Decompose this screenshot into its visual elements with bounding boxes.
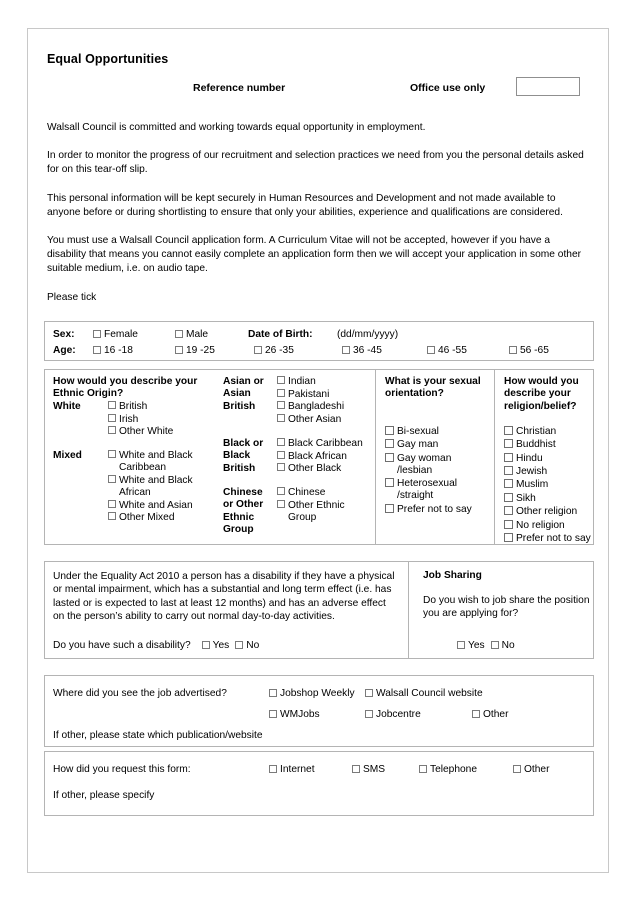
option-label: Other White (119, 426, 174, 438)
checkbox-icon[interactable] (504, 506, 513, 515)
intro-paragraph-3: This personal information will be kept securely in Human Resources and Development and not made available to anyone before or during shortlisting to ensure that only your abilities, experience and qualifications are considered. (47, 192, 563, 218)
office-use-input[interactable] (516, 77, 580, 96)
checkbox-age-16-18[interactable] (93, 345, 133, 356)
checkbox-icon[interactable] (491, 641, 499, 649)
job-sharing-answer-row (457, 640, 515, 651)
checkbox-jobshare-no[interactable] (491, 640, 515, 651)
advert-question-label: Where did you see the job advertised? (53, 687, 227, 699)
checkbox-disability-no[interactable] (235, 640, 259, 651)
ethnic-group-mixed-label: Mixed (53, 449, 82, 461)
checkbox-ethnic-other-white[interactable] (108, 426, 173, 438)
checkbox-icon[interactable] (93, 330, 101, 338)
option-label: White and Black African (119, 474, 193, 498)
option-label: Other (524, 763, 550, 775)
reference-row (38, 77, 600, 103)
option-label: 19 -25 (186, 344, 215, 356)
ethnic-group-black-options (277, 438, 372, 476)
checkbox-icon[interactable] (235, 641, 243, 649)
checkbox-icon[interactable] (202, 641, 210, 649)
checkbox-advert-walsall-council-website[interactable] (365, 688, 483, 699)
option-label: WMJobs (280, 708, 320, 720)
ethnic-group-chinese-label: Chinese or Other Ethnic Group (223, 486, 264, 536)
checkbox-ethnic-other-mixed[interactable] (108, 512, 213, 524)
checkbox-icon[interactable] (504, 520, 513, 529)
option-label: Other Ethnic Group (288, 499, 345, 523)
checkbox-ethnic-black-caribbean[interactable] (277, 438, 372, 450)
checkbox-age-56-65[interactable] (509, 345, 549, 356)
option-label: Female (104, 328, 138, 340)
option-label: Prefer not to say (397, 503, 472, 515)
checkbox-icon[interactable] (175, 330, 183, 338)
checkbox-age-19-25[interactable] (175, 345, 215, 356)
checkbox-icon[interactable] (504, 426, 513, 435)
checkbox-orientation-heterosexual-straight[interactable] (385, 478, 481, 502)
checkbox-ethnic-other-ethnic-group[interactable] (277, 500, 367, 524)
option-label: Irish (119, 413, 139, 425)
checkbox-ethnic-indian[interactable] (277, 376, 369, 388)
checkbox-icon[interactable] (427, 346, 435, 354)
checkbox-icon[interactable] (108, 450, 116, 458)
option-label: 36 -45 (353, 344, 382, 356)
checkbox-age-26-35[interactable] (254, 345, 294, 356)
option-label: Jewish (516, 466, 548, 477)
checkbox-religion-christian[interactable] (504, 426, 600, 438)
reference-number-label: Reference number (193, 82, 286, 94)
page-title: Equal Opportunities (47, 52, 169, 66)
option-label: Black Caribbean (288, 437, 363, 449)
option-label: Bangladeshi (288, 401, 345, 413)
checkbox-icon[interactable] (108, 401, 116, 409)
checkbox-icon[interactable] (419, 765, 427, 773)
checkbox-icon[interactable] (457, 641, 465, 649)
checkbox-icon[interactable] (269, 689, 277, 697)
checkbox-icon[interactable] (365, 710, 373, 718)
checkbox-ethnic-other-asian[interactable] (277, 414, 369, 426)
checkbox-icon[interactable] (385, 504, 394, 513)
option-label: Other Asian (288, 413, 342, 425)
option-label: Male (186, 328, 209, 340)
checkbox-religion-prefer-not-to-say[interactable] (504, 533, 600, 545)
checkbox-ethnic-white-black-african[interactable] (108, 475, 213, 499)
option-label: Sikh (516, 492, 536, 504)
checkbox-sex-male[interactable] (175, 329, 208, 340)
option-label: Indian (288, 375, 316, 387)
checkbox-icon[interactable] (277, 463, 285, 471)
date-of-birth-format: (dd/mm/yyyy) (337, 328, 399, 340)
checkbox-icon[interactable] (504, 453, 513, 462)
checkbox-religion-muslim[interactable] (504, 479, 600, 491)
checkbox-icon[interactable] (93, 346, 101, 354)
checkbox-icon[interactable] (277, 401, 285, 409)
option-label: No religion (516, 519, 565, 531)
checkbox-icon[interactable] (108, 426, 116, 434)
ethnic-group-chinese-options (277, 487, 367, 525)
option-label: 46 -55 (438, 344, 467, 356)
request-other-note: If other, please specify (53, 789, 155, 801)
checkbox-icon[interactable] (385, 426, 394, 435)
checkbox-icon[interactable] (277, 500, 285, 508)
disability-statement: Under the Equality Act 2010 a person has a disability if they have a physical or mental impairment, which has a substantial and long term effect (i.e. has lasted or is expected to last at least 12 months) and has an adverse effect on the person’s ability to carry out normal day-to-day activities. (53, 570, 395, 623)
checkbox-icon[interactable] (385, 439, 394, 448)
option-label: Christian (516, 425, 557, 437)
checkbox-religion-hindu[interactable] (504, 453, 600, 465)
checkbox-request-telephone[interactable] (419, 764, 477, 775)
option-label: Prefer not to say (516, 532, 591, 544)
checkbox-ethnic-irish[interactable] (108, 414, 173, 426)
job-sharing-question: Do you wish to job share the position you are applying for? (423, 594, 590, 620)
ethnic-group-white-label: White (53, 400, 81, 412)
sexual-orientation-heading: What is your sexual orientation? (385, 375, 481, 400)
checkbox-icon[interactable] (504, 533, 513, 542)
column-divider (494, 370, 495, 544)
checkbox-religion-sikh[interactable] (504, 493, 600, 505)
checkbox-icon[interactable] (108, 414, 116, 422)
option-label: Muslim (516, 479, 549, 491)
checkbox-age-36-45[interactable] (342, 345, 382, 356)
checkbox-ethnic-other-black[interactable] (277, 463, 372, 475)
checkbox-icon[interactable] (365, 689, 373, 697)
checkbox-icon[interactable] (352, 765, 360, 773)
checkbox-icon[interactable] (277, 389, 285, 397)
checkbox-religion-buddhist[interactable] (504, 439, 600, 451)
option-label: Other Black (288, 463, 342, 475)
page-content (38, 39, 600, 816)
ethnic-group-asian-options (277, 376, 369, 427)
ethnic-origin-heading: How would you describe your Ethnic Origin? (53, 375, 198, 400)
advert-other-note: If other, please state which publication/website (53, 729, 263, 741)
checkbox-icon[interactable] (254, 346, 262, 354)
checkbox-icon[interactable] (504, 439, 513, 448)
option-label: Black African (288, 450, 347, 462)
checkbox-icon[interactable] (504, 479, 513, 488)
age-label: Age: (53, 344, 76, 356)
checkbox-orientation-gay-woman-lesbian[interactable] (385, 453, 481, 477)
checkbox-ethnic-black-african[interactable] (277, 451, 372, 463)
ethnic-group-mixed-options (108, 450, 213, 525)
disability-jobsharing-box (44, 561, 594, 659)
checkbox-icon[interactable] (277, 414, 285, 422)
checkbox-orientation-prefer-not-to-say[interactable] (385, 504, 481, 516)
sex-label: Sex: (53, 328, 75, 340)
checkbox-advert-jobcentre[interactable] (365, 709, 421, 720)
checkbox-icon[interactable] (277, 487, 285, 495)
option-label: British (119, 400, 148, 412)
sexual-orientation-options (385, 426, 481, 517)
option-label: Yes (468, 639, 485, 651)
request-question-label: How did you request this form: (53, 763, 191, 775)
option-label: Telephone (430, 763, 478, 775)
checkbox-ethnic-british[interactable] (108, 401, 173, 413)
checkbox-religion-other-religion[interactable] (504, 506, 600, 518)
checkbox-icon[interactable] (108, 500, 116, 508)
option-label: 16 -18 (104, 344, 133, 356)
option-label: Hindu (516, 452, 543, 464)
checkbox-jobshare-yes[interactable] (457, 640, 485, 651)
option-label: Gay woman /lesbian (397, 452, 452, 476)
checkbox-ethnic-pakistani[interactable] (277, 389, 369, 401)
option-label: White and Asian (119, 499, 193, 511)
checkbox-icon[interactable] (175, 346, 183, 354)
option-label: Internet (280, 763, 315, 775)
checkbox-advert-jobshop-weekly[interactable] (269, 688, 355, 699)
option-label: No (246, 639, 260, 651)
checkbox-orientation-gay-man[interactable] (385, 439, 481, 451)
checkbox-icon[interactable] (513, 765, 521, 773)
checkbox-icon[interactable] (342, 346, 350, 354)
checkbox-sex-female[interactable] (93, 329, 138, 340)
checkbox-ethnic-white-asian[interactable] (108, 500, 213, 512)
option-label: Chinese (288, 486, 326, 498)
checkbox-ethnic-bangladeshi[interactable] (277, 401, 369, 413)
checkbox-icon[interactable] (385, 453, 394, 462)
job-sharing-title: Job Sharing (423, 569, 482, 581)
checkbox-icon[interactable] (472, 710, 480, 718)
checkbox-advert-wmjobs[interactable] (269, 709, 320, 720)
option-label: No (501, 639, 515, 651)
checkbox-icon[interactable] (277, 376, 285, 384)
ethnic-group-black-label: Black or Black British (223, 437, 264, 474)
job-advert-source-box (44, 675, 594, 747)
option-label: Jobcentre (376, 708, 421, 720)
checkbox-icon[interactable] (108, 512, 116, 520)
checkbox-advert-other[interactable] (472, 709, 508, 720)
checkbox-ethnic-white-black-caribbean[interactable] (108, 450, 213, 474)
checkbox-icon[interactable] (269, 765, 277, 773)
option-label: Yes (212, 639, 230, 651)
disability-question-label: Do you have such a disability? (53, 639, 191, 651)
option-label: 26 -35 (265, 344, 294, 356)
ethnic-group-white-options (108, 401, 173, 439)
option-label: Pakistani (288, 388, 330, 400)
ethnic-group-asian-label: Asian or Asian British (223, 375, 264, 412)
sex-age-box (44, 321, 594, 361)
form-request-method-box (44, 751, 594, 816)
checkbox-request-other[interactable] (513, 764, 549, 775)
office-use-only-label: Office use only (410, 82, 486, 94)
please-tick-note: Please tick (47, 291, 97, 303)
intro-paragraph-1: Walsall Council is committed and working towards equal opportunity in employment. (47, 122, 426, 133)
checkbox-orientation-bi-sexual[interactable] (385, 426, 481, 438)
date-of-birth-label: Date of Birth: (248, 328, 313, 340)
option-label: Other religion (516, 506, 578, 518)
checkbox-icon[interactable] (504, 466, 513, 475)
checkbox-icon[interactable] (385, 478, 394, 487)
option-label: Bi-sexual (397, 425, 439, 437)
checkbox-ethnic-chinese[interactable] (277, 487, 367, 499)
checkbox-icon[interactable] (509, 346, 517, 354)
checkbox-request-internet[interactable] (269, 764, 315, 775)
checkbox-icon[interactable] (277, 451, 285, 459)
checkbox-disability-yes[interactable] (202, 640, 230, 651)
intro-paragraph-4: You must use a Walsall Council application form. A Curriculum Vitae will not be accepted, however if you have a disability that means you cannot easily complete an application form then we will accept your application in some other suitable medium, i.e. on audio tape. (47, 235, 581, 275)
option-label: Heterosexual /straight (397, 478, 458, 502)
checkbox-religion-no-religion[interactable] (504, 520, 600, 532)
column-divider (408, 562, 409, 658)
checkbox-request-sms[interactable] (352, 764, 385, 775)
religion-heading: How would you describe your religion/belief? (504, 375, 579, 412)
checkbox-icon[interactable] (269, 710, 277, 718)
checkbox-age-46-55[interactable] (427, 345, 467, 356)
checkbox-religion-jewish[interactable] (504, 466, 600, 478)
option-label: Buddhist (516, 439, 556, 451)
religion-options (504, 426, 600, 547)
option-label: Other (483, 708, 509, 720)
option-label: Gay man (397, 439, 439, 451)
option-label: Other Mixed (119, 512, 175, 524)
option-label: SMS (363, 763, 386, 775)
ethnicity-orientation-religion-box (44, 369, 594, 545)
disability-question-row (53, 640, 259, 651)
option-label: White and Black Caribbean (119, 449, 193, 474)
option-label: 56 -65 (520, 344, 549, 356)
checkbox-icon[interactable] (108, 475, 116, 483)
option-label: Walsall Council website (376, 687, 483, 699)
checkbox-icon[interactable] (504, 493, 513, 502)
option-label: Jobshop Weekly (280, 687, 355, 699)
column-divider (375, 370, 376, 544)
document-page (27, 28, 609, 873)
checkbox-icon[interactable] (277, 438, 285, 446)
intro-paragraph-2: In order to monitor the progress of our recruitment and selection practices we need from you the personal details asked for on this tear-off slip. (47, 150, 584, 176)
